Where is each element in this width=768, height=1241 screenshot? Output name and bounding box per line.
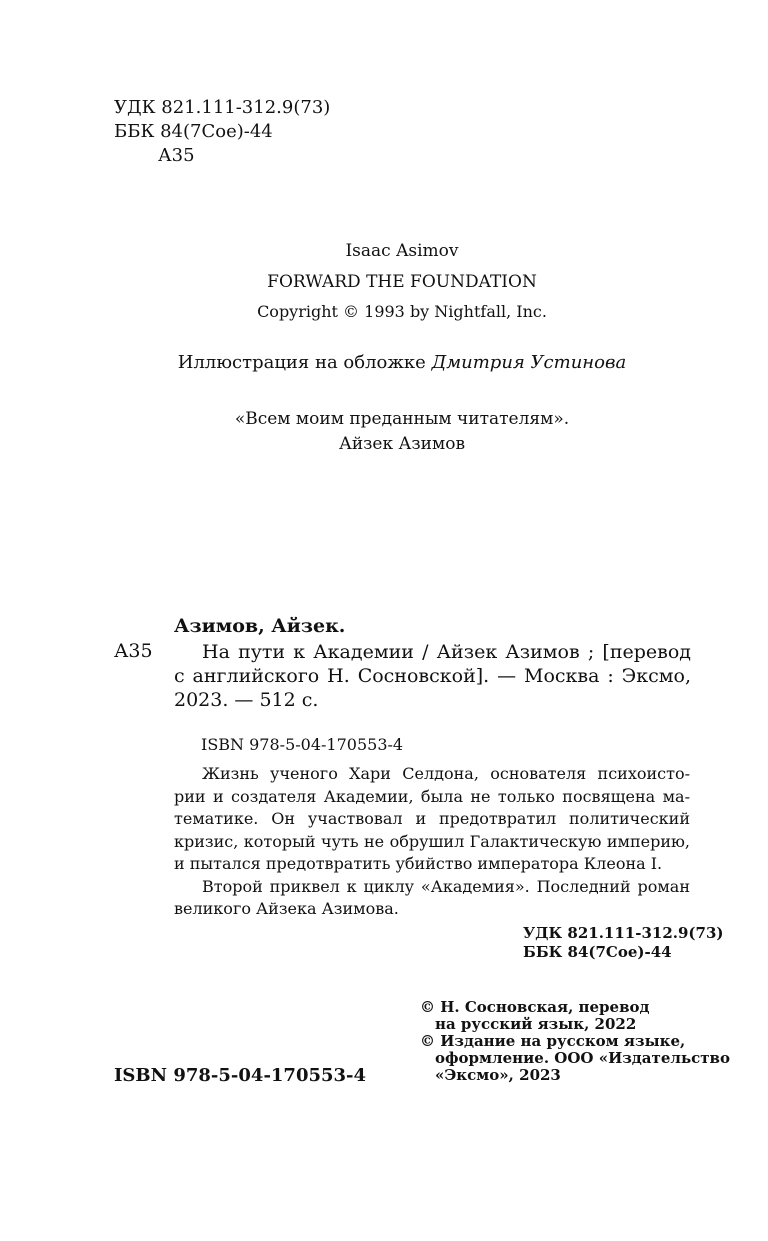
- annotation-line: и пытался предотвратить убийство императора Клеона I.: [174, 854, 663, 873]
- author-mark-top: А35: [158, 145, 195, 166]
- bbk-top: ББК 84(7Сое)-44: [114, 121, 273, 142]
- original-copyright: Copyright © 1993 by Nightfall, Inc.: [257, 302, 547, 321]
- dedication-signature: Айзек Азимов: [338, 434, 466, 454]
- catalog-isbn: ISBN 978-5-04-170553-4: [201, 735, 404, 754]
- annotation-line: Жизнь ученого Хари Селдона, основателя психоисто-: [202, 764, 690, 783]
- catalog-author-heading: Азимов, Айзек.: [174, 615, 346, 637]
- rights-line: © Издание на русском языке,: [420, 1032, 686, 1050]
- rights-line: © Н. Сосновская, перевод: [420, 998, 650, 1016]
- annotation-line: тематике. Он участвовал и предотвратил политический: [174, 809, 690, 828]
- catalog-udk: УДК 821.111-312.9(73): [523, 924, 724, 942]
- original-author: Isaac Asimov: [345, 241, 459, 261]
- annotation-line: Второй приквел к циклу «Академия». Последний роман: [202, 876, 690, 896]
- record-line: На пути к Академии / Айзек Азимов ; [перевод: [202, 641, 691, 663]
- rights-line: на русский язык, 2022: [435, 1015, 637, 1033]
- footer-isbn: ISBN 978-5-04-170553-4: [114, 1065, 367, 1086]
- rights-line: оформление. ООО «Издательство: [435, 1049, 730, 1067]
- annotation-line: рии и создателя Академии, была не только посвящена ма-: [174, 786, 690, 806]
- record-line: с английского Н. Сосновской]. — Москва : Эксмо,: [174, 665, 691, 687]
- catalog-bbk: ББК 84(7Сое)-44: [523, 943, 672, 961]
- dedication-text: «Всем моим преданным читателям».: [234, 409, 570, 429]
- rights-line: «Эксмо», 2023: [435, 1066, 561, 1084]
- udk-top: УДК 821.111-312.9(73): [114, 97, 331, 118]
- record-line: 2023. — 512 с.: [174, 689, 319, 711]
- illustration-credit: [0, 352, 768, 373]
- catalog-record: [174, 640, 691, 712]
- catalog-annotation: [174, 763, 690, 921]
- catalog-author-mark: А35: [114, 640, 153, 662]
- annotation-line: кризис, который чуть не обрушил Галактическую империю,: [174, 831, 690, 851]
- footer-rights: [420, 999, 730, 1084]
- annotation-line: великого Айзека Азимова.: [174, 899, 399, 918]
- illustration-label: Иллюстрация на обложке: [177, 352, 426, 373]
- illustration-artist: Дмитрия Устинова: [431, 352, 627, 373]
- original-title: FORWARD THE FOUNDATION: [267, 272, 537, 292]
